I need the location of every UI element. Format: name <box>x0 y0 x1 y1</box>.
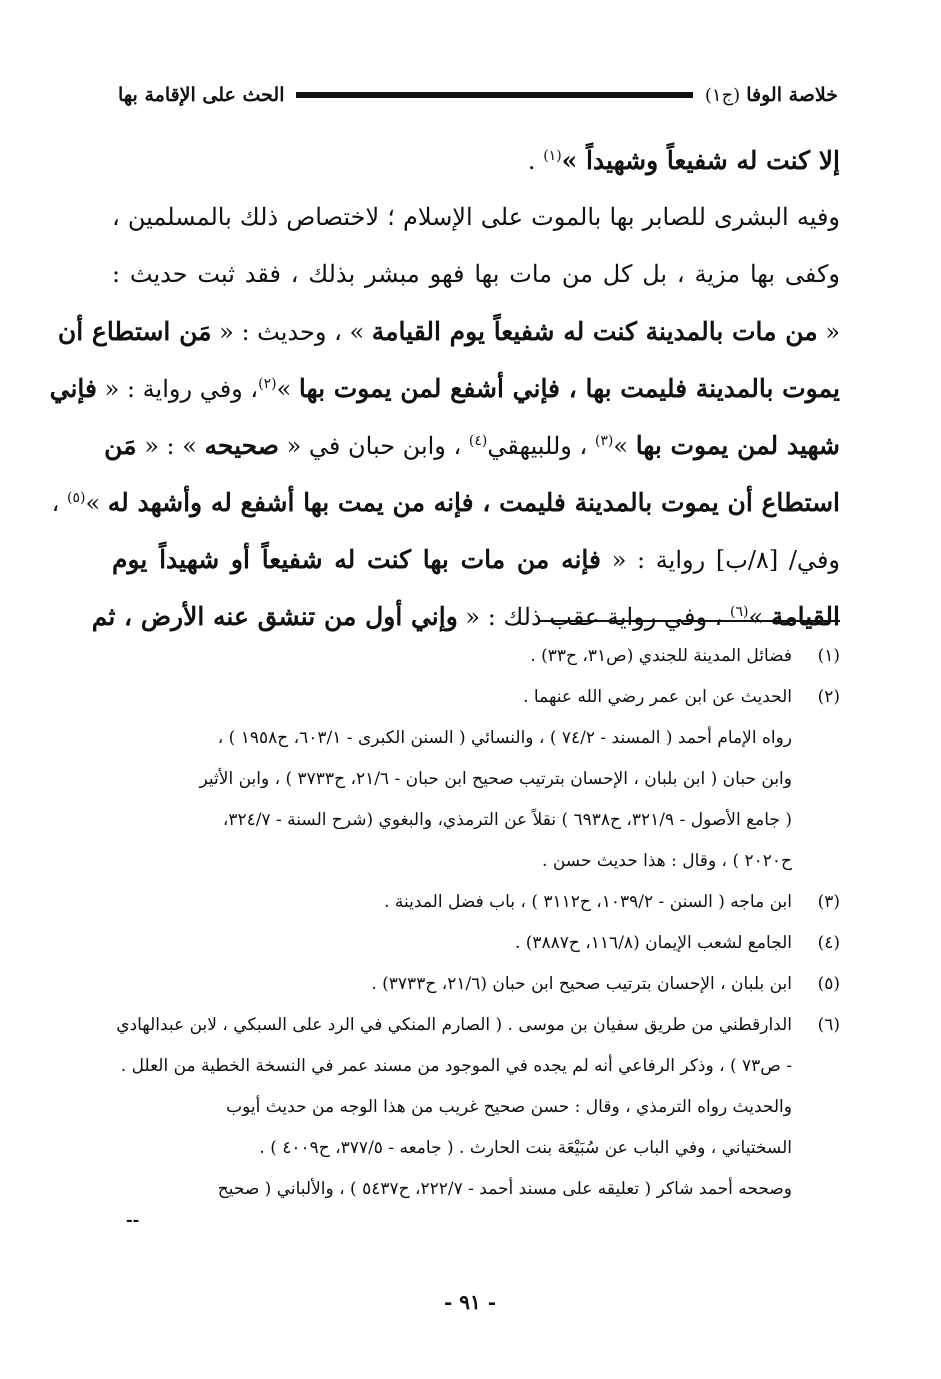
body-line-8: وفي/ [٨/ب] رواية : « فإنه من مات بها كنت له شفيعاً أو شهيداً يوم <box>112 545 841 574</box>
footnote-6-line: وصححه أحمد شاكر ( تعليقه على مسند أحمد - ٢٢٢/٧، ح٥٤٣٧ ) ، والألباني ( صحيح <box>217 1179 792 1199</box>
footnote-2-line: ح٢٠٢٠ ) ، وقال : هذا حديث حسن . <box>542 851 792 871</box>
volume-label: (ج١) <box>704 84 741 106</box>
body-line-6: شهيد لمن يموت بها »$^{(٣)}$ ، وللبيهقي$^{(٤)}$ ، وابن حبان في « صحيحه » : « مَن <box>104 431 840 460</box>
body-line-3: وكفى بها مزية ، بل كل من مات بها فهو مبشر بذلك ، فقد ثبت حديث : <box>112 260 840 288</box>
footnote-6-line: والحديث رواه الترمذي ، وقال : حسن صحيح غريب من هذا الوجه من حديث أيوب <box>226 1097 792 1117</box>
body-line-9: القيامة »$^{(٦)}$ ، وفي رواية عقب ذلك : « وإني أول من تنشق عنه الأرض ، ثم <box>91 602 840 631</box>
footnote-4: (٤) الجامع لشعب الإيمان (١١٦/٨، ح٣٨٨٧) . <box>514 933 840 953</box>
footnote-ref: (٥) <box>67 490 86 506</box>
running-header <box>118 78 838 112</box>
footnote-6-line: - ص٧٣ ) ، وذكر الرفاعي أنه لم يجده في الموجود من مسند عمر في النسخة الخطية من العلل . <box>120 1056 792 1076</box>
footnote-3: (٣) ابن ماجه ( السنن - ١٠٣٩/٢، ح٣١١٢ ) ، باب فضل المدينة . <box>384 892 840 912</box>
footnote-1: (١) فضائل المدينة للجندي (ص٣١، ح٣٣) . <box>530 646 840 666</box>
body-line-7: استطاع أن يموت بالمدينة فليمت ، فإنه من يمت بها أشفع له وأشهد له »$^{(٥)}$ ، <box>51 488 840 517</box>
footnote-ref: (٦) <box>730 604 749 620</box>
body-line-5: يموت بالمدينة فليمت بها ، فإني أشفع لمن يموت بها »$^{(٢)}$، وفي رواية : « فإني <box>49 374 840 403</box>
footnote-ref: (٤) <box>468 433 488 449</box>
footnote-2: (٢) الحديث عن ابن عمر رضي الله عنهما . <box>523 687 840 707</box>
footnote-6: (٦) الدارقطني من طريق سفيان بن موسى . ( الصارم المنكي في الرد على السبكي ، لابن عبدالهادي <box>116 1015 840 1035</box>
body-text <box>49 132 841 645</box>
page-number: - ٩١ - <box>443 1290 496 1314</box>
footnote-2-line: ( جامع الأصول - ٣٢١/٩، ح٦٩٣٨ ) نقلاً عن الترمذي، والبغوي (شرح السنة - ٣٢٤/٧، <box>222 810 792 830</box>
footnote-separator <box>538 620 840 622</box>
footnotes <box>118 636 840 1210</box>
chapter-title: الحث على الإقامة بها <box>118 84 285 106</box>
footnote-2-line: وابن حبان ( ابن بلبان ، الإحسان بترتيب صحيح ابن حبان - ٢١/٦، ح٣٧٣٣ ) ، وابن الأثير <box>199 769 792 789</box>
header-rule <box>296 92 692 98</box>
footnote-2-line: رواه الإمام أحمد ( المسند - ٧٤/٢ ) ، والنسائي ( السنن الكبرى - ٦٠٣/١، ح١٩٥٨ ) ، <box>217 728 792 748</box>
footnote-6-line: السختياني ، وفي الباب عن سُبَيْعَة بنت الحارث . ( جامعه - ٣٧٧/٥، ح٤٠٠٩ ) . <box>259 1138 792 1158</box>
footnote-5: (٥) ابن بلبان ، الإحسان بترتيب صحيح ابن حبان (٢١/٦، ح٣٧٣٣) . <box>371 974 840 994</box>
footnote-ref: (٢) <box>258 376 277 392</box>
body-line-2: وفيه البشرى للصابر بها بالموت على الإسلام ؛ لاختصاص ذلك بالمسلمين ، <box>112 203 841 231</box>
footnote-ref: (١) <box>543 148 562 164</box>
body-line-4: « من مات بالمدينة كنت له شفيعاً يوم القيامة » ، وحديث : « مَن استطاع أن <box>57 317 840 346</box>
book-title: خلاصة الوفا <box>746 84 838 106</box>
continuation-mark: -- <box>126 1210 140 1229</box>
footnote-ref: (٣) <box>594 433 614 449</box>
body-line-1: إلا كنت له شفيعاً وشهيداً »$^{(١)}$ . <box>527 146 840 175</box>
